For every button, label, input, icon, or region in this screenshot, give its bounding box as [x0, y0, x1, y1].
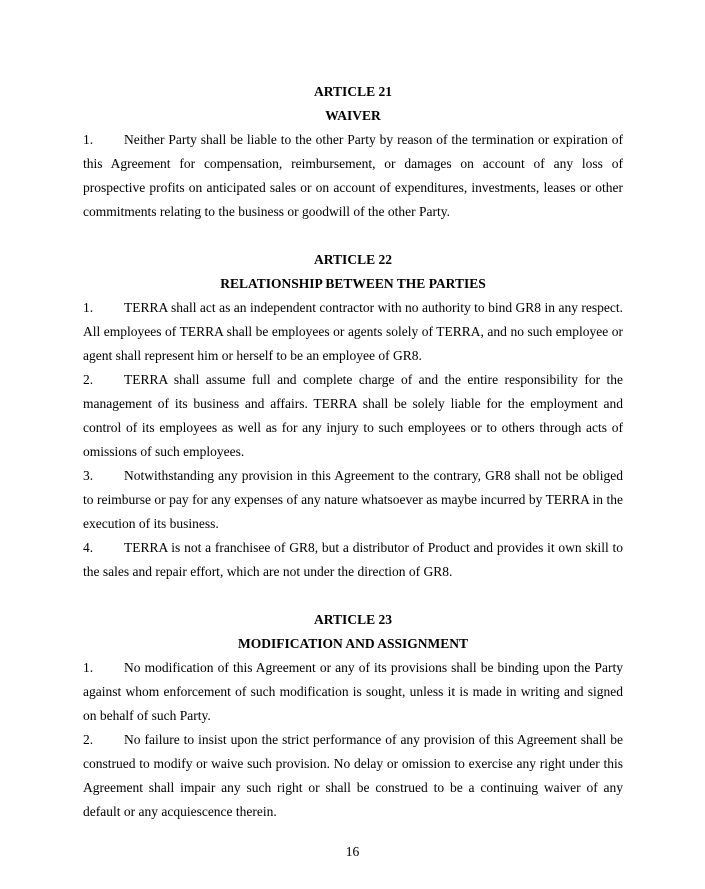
paragraph-number: 2.	[83, 372, 94, 387]
article-number: ARTICLE 23	[314, 612, 392, 627]
page-number: 16	[345, 844, 360, 859]
paragraph-text: TERRA shall act as an independent contractor with no authority to bind GR8 in any respect. All employees of TERRA shall be employees or agents solely of TERRA, and no such employee or agent shall represent him or herself to be an employee of GR8.	[83, 300, 623, 363]
article-paragraph	[83, 296, 623, 368]
article-21	[83, 80, 623, 224]
article-paragraph	[83, 656, 623, 728]
paragraph-text: No modification of this Agreement or any of its provisions shall be binding upon the Party against whom enforcement of such modification is sought, unless it is made in writing and signed on behalf of such Party.	[83, 660, 623, 723]
paragraph-number: 1.	[83, 132, 94, 147]
paragraph-text: No failure to insist upon the strict performance of any provision of this Agreement shall be construed to modify or waive such provision. No delay or omission to exercise any right under this Agreement shall impair any such right or shall be construed to be a continuing waiver of any default or any acquiescence therein.	[83, 732, 623, 819]
paragraph-number: 4.	[83, 540, 94, 555]
document-page	[83, 80, 623, 824]
article-22	[83, 248, 623, 584]
paragraph-text: Notwithstanding any provision in this Agreement to the contrary, GR8 shall not be obliged to reimburse or pay for any expenses of any nature whatsoever as maybe incurred by TERRA in the execution of its business.	[83, 468, 623, 531]
article-paragraph	[83, 728, 623, 824]
article-number: ARTICLE 22	[314, 252, 392, 267]
article-title: RELATIONSHIP BETWEEN THE PARTIES	[220, 276, 486, 291]
paragraph-number: 1.	[83, 660, 94, 675]
paragraph-text: Neither Party shall be liable to the other Party by reason of the termination or expiration of this Agreement for compensation, reimbursement, or damages on account of any loss of prospective profits on anticipated sales or on account of expenditures, investments, leases or other commitments relating to the business or goodwill of the other Party.	[83, 132, 623, 219]
article-number: ARTICLE 21	[314, 84, 392, 99]
paragraph-number: 2.	[83, 732, 94, 747]
article-paragraph	[83, 464, 623, 536]
paragraph-number: 3.	[83, 468, 94, 483]
article-paragraph	[83, 536, 623, 584]
article-paragraph	[83, 128, 623, 224]
paragraph-text: TERRA shall assume full and complete charge of and the entire responsibility for the management of its business and affairs. TERRA shall be solely liable for the employment and control of its employees as well as for any injury to such employees or to others through acts of omissions of such employees.	[83, 372, 623, 459]
paragraph-text: TERRA is not a franchisee of GR8, but a distributor of Product and provides it own skill to the sales and repair effort, which are not under the direction of GR8.	[83, 540, 623, 579]
article-paragraph	[83, 368, 623, 464]
paragraph-number: 1.	[83, 300, 94, 315]
article-title: WAIVER	[325, 108, 381, 123]
article-23	[83, 608, 623, 824]
article-title: MODIFICATION AND ASSIGNMENT	[237, 636, 469, 651]
